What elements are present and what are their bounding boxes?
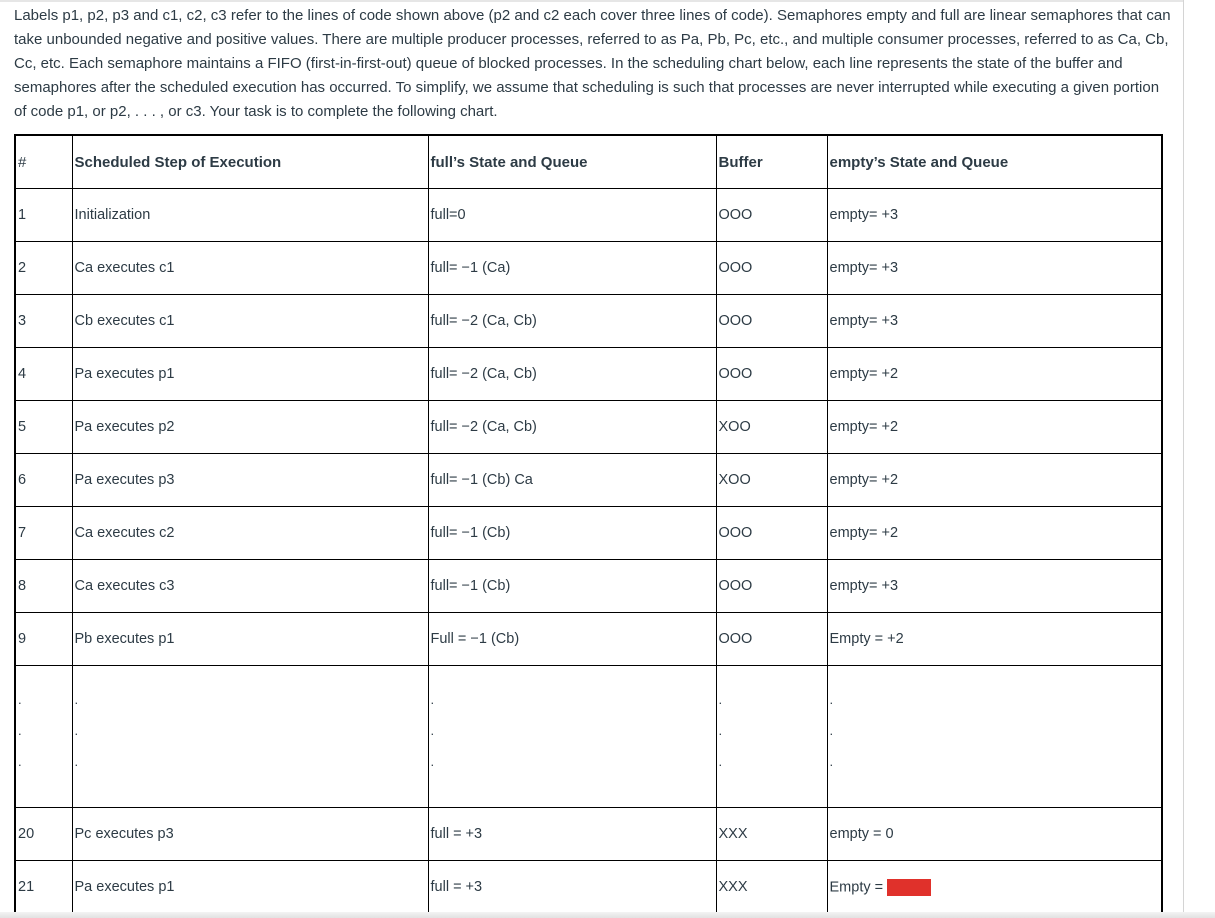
cell-buffer: XXX (716, 808, 827, 861)
table-row (15, 861, 1162, 915)
cell-full: full=0 (428, 189, 716, 242)
cell-buffer: OOO (716, 189, 827, 242)
redaction-box (887, 879, 931, 896)
dot: . (430, 754, 435, 769)
cell-full: full= −1 (Ca) (428, 242, 716, 295)
dot: . (718, 754, 723, 769)
header-row (15, 135, 1162, 189)
dot: . (430, 692, 435, 707)
cell-empty: empty= +3 (827, 560, 1162, 613)
cell-empty: empty= +3 (827, 189, 1162, 242)
ellipsis-num (15, 666, 72, 808)
dot: . (718, 692, 723, 707)
vertical-dots (431, 684, 714, 777)
cell-full: Full = −1 (Cb) (428, 613, 716, 666)
cell-buffer: OOO (716, 295, 827, 348)
cell-num: 8 (15, 560, 72, 613)
table-row (15, 454, 1162, 507)
table-row (15, 189, 1162, 242)
cell-full: full = +3 (428, 861, 716, 915)
cell-empty: empty= +2 (827, 401, 1162, 454)
table-row (15, 613, 1162, 666)
cell-empty: empty= +2 (827, 507, 1162, 560)
vertical-dots (75, 684, 426, 777)
dot: . (18, 723, 22, 738)
cell-empty: empty= +2 (827, 348, 1162, 401)
dot: . (430, 723, 435, 738)
cell-step: Pa executes p1 (72, 348, 428, 401)
cell-num: 21 (15, 861, 72, 915)
cell-empty: empty = 0 (827, 808, 1162, 861)
vertical-dots (18, 684, 70, 777)
cell-step: Pa executes p3 (72, 454, 428, 507)
cell-step: Pa executes p2 (72, 401, 428, 454)
cell-step: Ca executes c1 (72, 242, 428, 295)
header-step: Scheduled Step of Execution (72, 135, 428, 189)
cell-buffer: XXX (716, 861, 827, 915)
cell-full: full= −1 (Cb) (428, 560, 716, 613)
cell-step: Pa executes p1 (72, 861, 428, 915)
cell-empty: empty= +2 (827, 454, 1162, 507)
cell-empty: Empty = +2 (827, 613, 1162, 666)
cell-num: 5 (15, 401, 72, 454)
cell-buffer: OOO (716, 560, 827, 613)
ellipsis-empty (827, 666, 1162, 808)
cell-empty-last (827, 861, 1162, 915)
cell-full: full= −1 (Cb) (428, 507, 716, 560)
intro-paragraph: Labels p1, p2, p3 and c1, c2, c3 refer to the lines of code shown above (p2 and c2 each cover three lines of code). Semaphores empty and full are linear semaphores that can take unbounded negative and positive values. There are multiple producer processes, referred to as Pa, Pb, Pc, etc., and multiple consumer processes, referred to as Ca, Cb, Cc, etc. Each semaphore maintains a FIFO (first-in-first-out) queue of blocked processes. In the scheduling chart below, each line represents the state of the buffer and semaphores after the scheduled execution has occurred. To simplify, we assume that scheduling is such that processes are never interrupted while executing a given portion of code p1, or p2, . . . , or c3. Your task is to complete the following chart. (14, 7, 1171, 120)
cell-buffer: OOO (716, 507, 827, 560)
ellipsis-step (72, 666, 428, 808)
cell-num: 4 (15, 348, 72, 401)
dot: . (74, 723, 79, 738)
cell-buffer: XOO (716, 454, 827, 507)
cell-num: 1 (15, 189, 72, 242)
dot: . (74, 754, 79, 769)
header-full: full’s State and Queue (428, 135, 716, 189)
cell-num: 20 (15, 808, 72, 861)
cell-buffer: OOO (716, 348, 827, 401)
dot: . (18, 692, 22, 707)
dot: . (829, 692, 834, 707)
cell-full: full= −2 (Ca, Cb) (428, 401, 716, 454)
cell-buffer: OOO (716, 242, 827, 295)
table-row (15, 295, 1162, 348)
vertical-dots (830, 684, 1160, 777)
cell-num: 3 (15, 295, 72, 348)
cell-empty: empty= +3 (827, 295, 1162, 348)
cell-buffer: OOO (716, 613, 827, 666)
table-row (15, 348, 1162, 401)
cell-step: Cb executes c1 (72, 295, 428, 348)
ellipsis-row (15, 666, 1162, 808)
header-buffer: Buffer (716, 135, 827, 189)
vertical-dots (719, 684, 825, 777)
cell-empty: Empty = (829, 878, 884, 895)
dot: . (829, 754, 834, 769)
cell-step: Pc executes p3 (72, 808, 428, 861)
cell-empty: empty= +3 (827, 242, 1162, 295)
table-row (15, 808, 1162, 861)
cell-full: full = +3 (428, 808, 716, 861)
page-bottom-edge (0, 912, 1215, 918)
cell-full: full= −2 (Ca, Cb) (428, 348, 716, 401)
cell-buffer: XOO (716, 401, 827, 454)
dot: . (718, 723, 723, 738)
table-row (15, 560, 1162, 613)
dot: . (18, 754, 22, 769)
table-row (15, 507, 1162, 560)
cell-step: Ca executes c3 (72, 560, 428, 613)
cell-num: 9 (15, 613, 72, 666)
dot: . (74, 692, 79, 707)
header-empty: empty’s State and Queue (827, 135, 1162, 189)
header-num: # (15, 135, 72, 189)
cell-num: 6 (15, 454, 72, 507)
cell-full: full= −1 (Cb) Ca (428, 454, 716, 507)
scheduling-chart (14, 134, 1163, 915)
cell-num: 7 (15, 507, 72, 560)
ellipsis-buffer (716, 666, 827, 808)
page-top-border (0, 0, 1183, 2)
cell-num: 2 (15, 242, 72, 295)
table-row (15, 242, 1162, 295)
table-row (15, 401, 1162, 454)
cell-step: Ca executes c2 (72, 507, 428, 560)
cell-full: full= −2 (Ca, Cb) (428, 295, 716, 348)
dot: . (829, 723, 834, 738)
scrollbar-edge (1183, 0, 1184, 918)
ellipsis-full (428, 666, 716, 808)
cell-step: Initialization (72, 189, 428, 242)
cell-step: Pb executes p1 (72, 613, 428, 666)
